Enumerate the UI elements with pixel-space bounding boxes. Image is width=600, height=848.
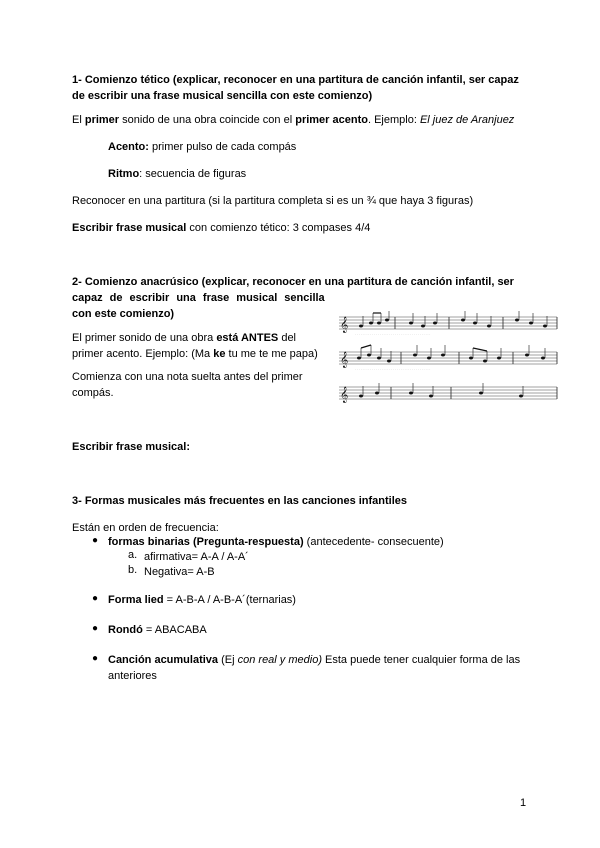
list-item-forma-lied [108, 592, 296, 608]
page-number: 1 [520, 797, 527, 809]
list-item-cancion-acumulativa [108, 652, 538, 684]
text-bold: está ANTES [216, 332, 279, 344]
escribir-label: Escribir frase musical: [72, 441, 191, 453]
section-2-definition [72, 330, 322, 362]
ritmo-label: Ritmo [108, 168, 140, 180]
text: El [72, 114, 85, 126]
text: (Ej [218, 654, 238, 666]
escribir-anacrusico [72, 439, 190, 455]
section-3-heading-text: 3- Formas musicales más frecuentes en las canciones infantiles [72, 495, 408, 507]
section-2-heading-line3: con este comienzo) [72, 308, 175, 320]
rondo-label: Rondó [108, 624, 143, 636]
escribir-text: con comienzo tético: 3 compases 4/4 [186, 222, 371, 234]
svg-text:𝄞: 𝄞 [340, 352, 349, 368]
section-3-intro: Están en orden de frecuencia: [72, 522, 219, 534]
music-score-image [331, 310, 563, 408]
acento-text: primer pulso de cada compás [148, 141, 297, 153]
acento-definition [108, 139, 296, 155]
section-1-definition [72, 112, 514, 128]
forma-lied-text: = A-B-A / A-B-A´(ternarias) [163, 594, 296, 606]
formas-binarias-text: (antecedente- consecuente) [303, 536, 444, 548]
text: primer acento. Ejemplo: (Ma [72, 348, 214, 360]
section-1-heading-line2: de escribir una frase musical sencilla con este comienzo) [72, 90, 373, 102]
section-1-heading [72, 72, 519, 104]
svg-text:𝄞: 𝄞 [340, 317, 349, 333]
text: El primer sonido de una obra [72, 332, 217, 344]
section-2-nota-suelta [72, 369, 322, 401]
acento-label: Acento: [108, 141, 149, 153]
bullet-icon: ● [92, 623, 99, 634]
ritmo-definition [108, 166, 246, 182]
rondo-text: = ABACABA [142, 624, 207, 636]
bullet-icon: ● [92, 535, 99, 546]
list-item-formas-binarias [108, 534, 444, 550]
svg-text:𝄞: 𝄞 [340, 387, 349, 403]
section-2-heading-line2: capaz de escribir una frase musical sencilla [72, 292, 325, 304]
section-2-heading-line1: 2- Comienzo anacrúsico (explicar, reconocer en una partitura de canción infantil, ser [72, 276, 514, 288]
formas-binarias-label: formas binarias (Pregunta-respuesta) [108, 536, 304, 548]
svg-text:· · · · · · · · · · · · · · ·: · · · · · · · · · · · · · · · · · · · · · · · · · · · · · · · · · · · · · · · · [355, 332, 431, 336]
escribir-tetico [72, 220, 370, 236]
text: compás. [72, 387, 114, 399]
text: anteriores [108, 670, 157, 682]
bullet-icon: ● [92, 593, 99, 604]
sub-item-negativa: Negativa= A-B [144, 566, 215, 578]
text: Comienza con una nota suelta antes del primer [72, 371, 303, 383]
ritmo-text: : secuencia de figuras [139, 168, 247, 180]
text: tu me te me papa) [225, 348, 318, 360]
svg-text:· · · · · · · · · · · · · · ·: · · · · · · · · · · · · · · · · · · · · · · · · · · · · · · · · · · · · · · · · [355, 367, 431, 371]
sub-marker-a: a. [128, 549, 138, 561]
sub-marker-b: b. [128, 564, 138, 576]
section-1-heading-line1: 1- Comienzo tético (explicar, reconocer en una partitura de canción infantil, ser capaz [72, 74, 519, 86]
forma-lied-label: Forma lied [108, 594, 164, 606]
text-bold: primer acento [295, 114, 368, 126]
text-italic: con real y medio) [237, 654, 322, 666]
text: Esta puede tener cualquier forma de las [321, 654, 521, 666]
text: del [278, 332, 297, 344]
reconocer-text: Reconocer en una partitura (si la partitura completa si es un ¾ que haya 3 figuras) [72, 195, 474, 207]
text-bold: ke [213, 348, 226, 360]
text-bold: primer [84, 114, 120, 126]
cancion-acumulativa-label: Canción acumulativa [108, 654, 219, 666]
text: sonido de una obra coincide con el [119, 114, 296, 126]
example-italic: El juez de Aranjuez [419, 114, 515, 126]
sub-item-afirmativa: afirmativa= A-A / A-A´ [144, 551, 249, 563]
list-item-rondo [108, 622, 207, 638]
bullet-icon: ● [92, 653, 99, 664]
section-3-heading [72, 493, 407, 509]
escribir-label: Escribir frase musical [72, 222, 187, 234]
text: . Ejemplo: [367, 114, 420, 126]
